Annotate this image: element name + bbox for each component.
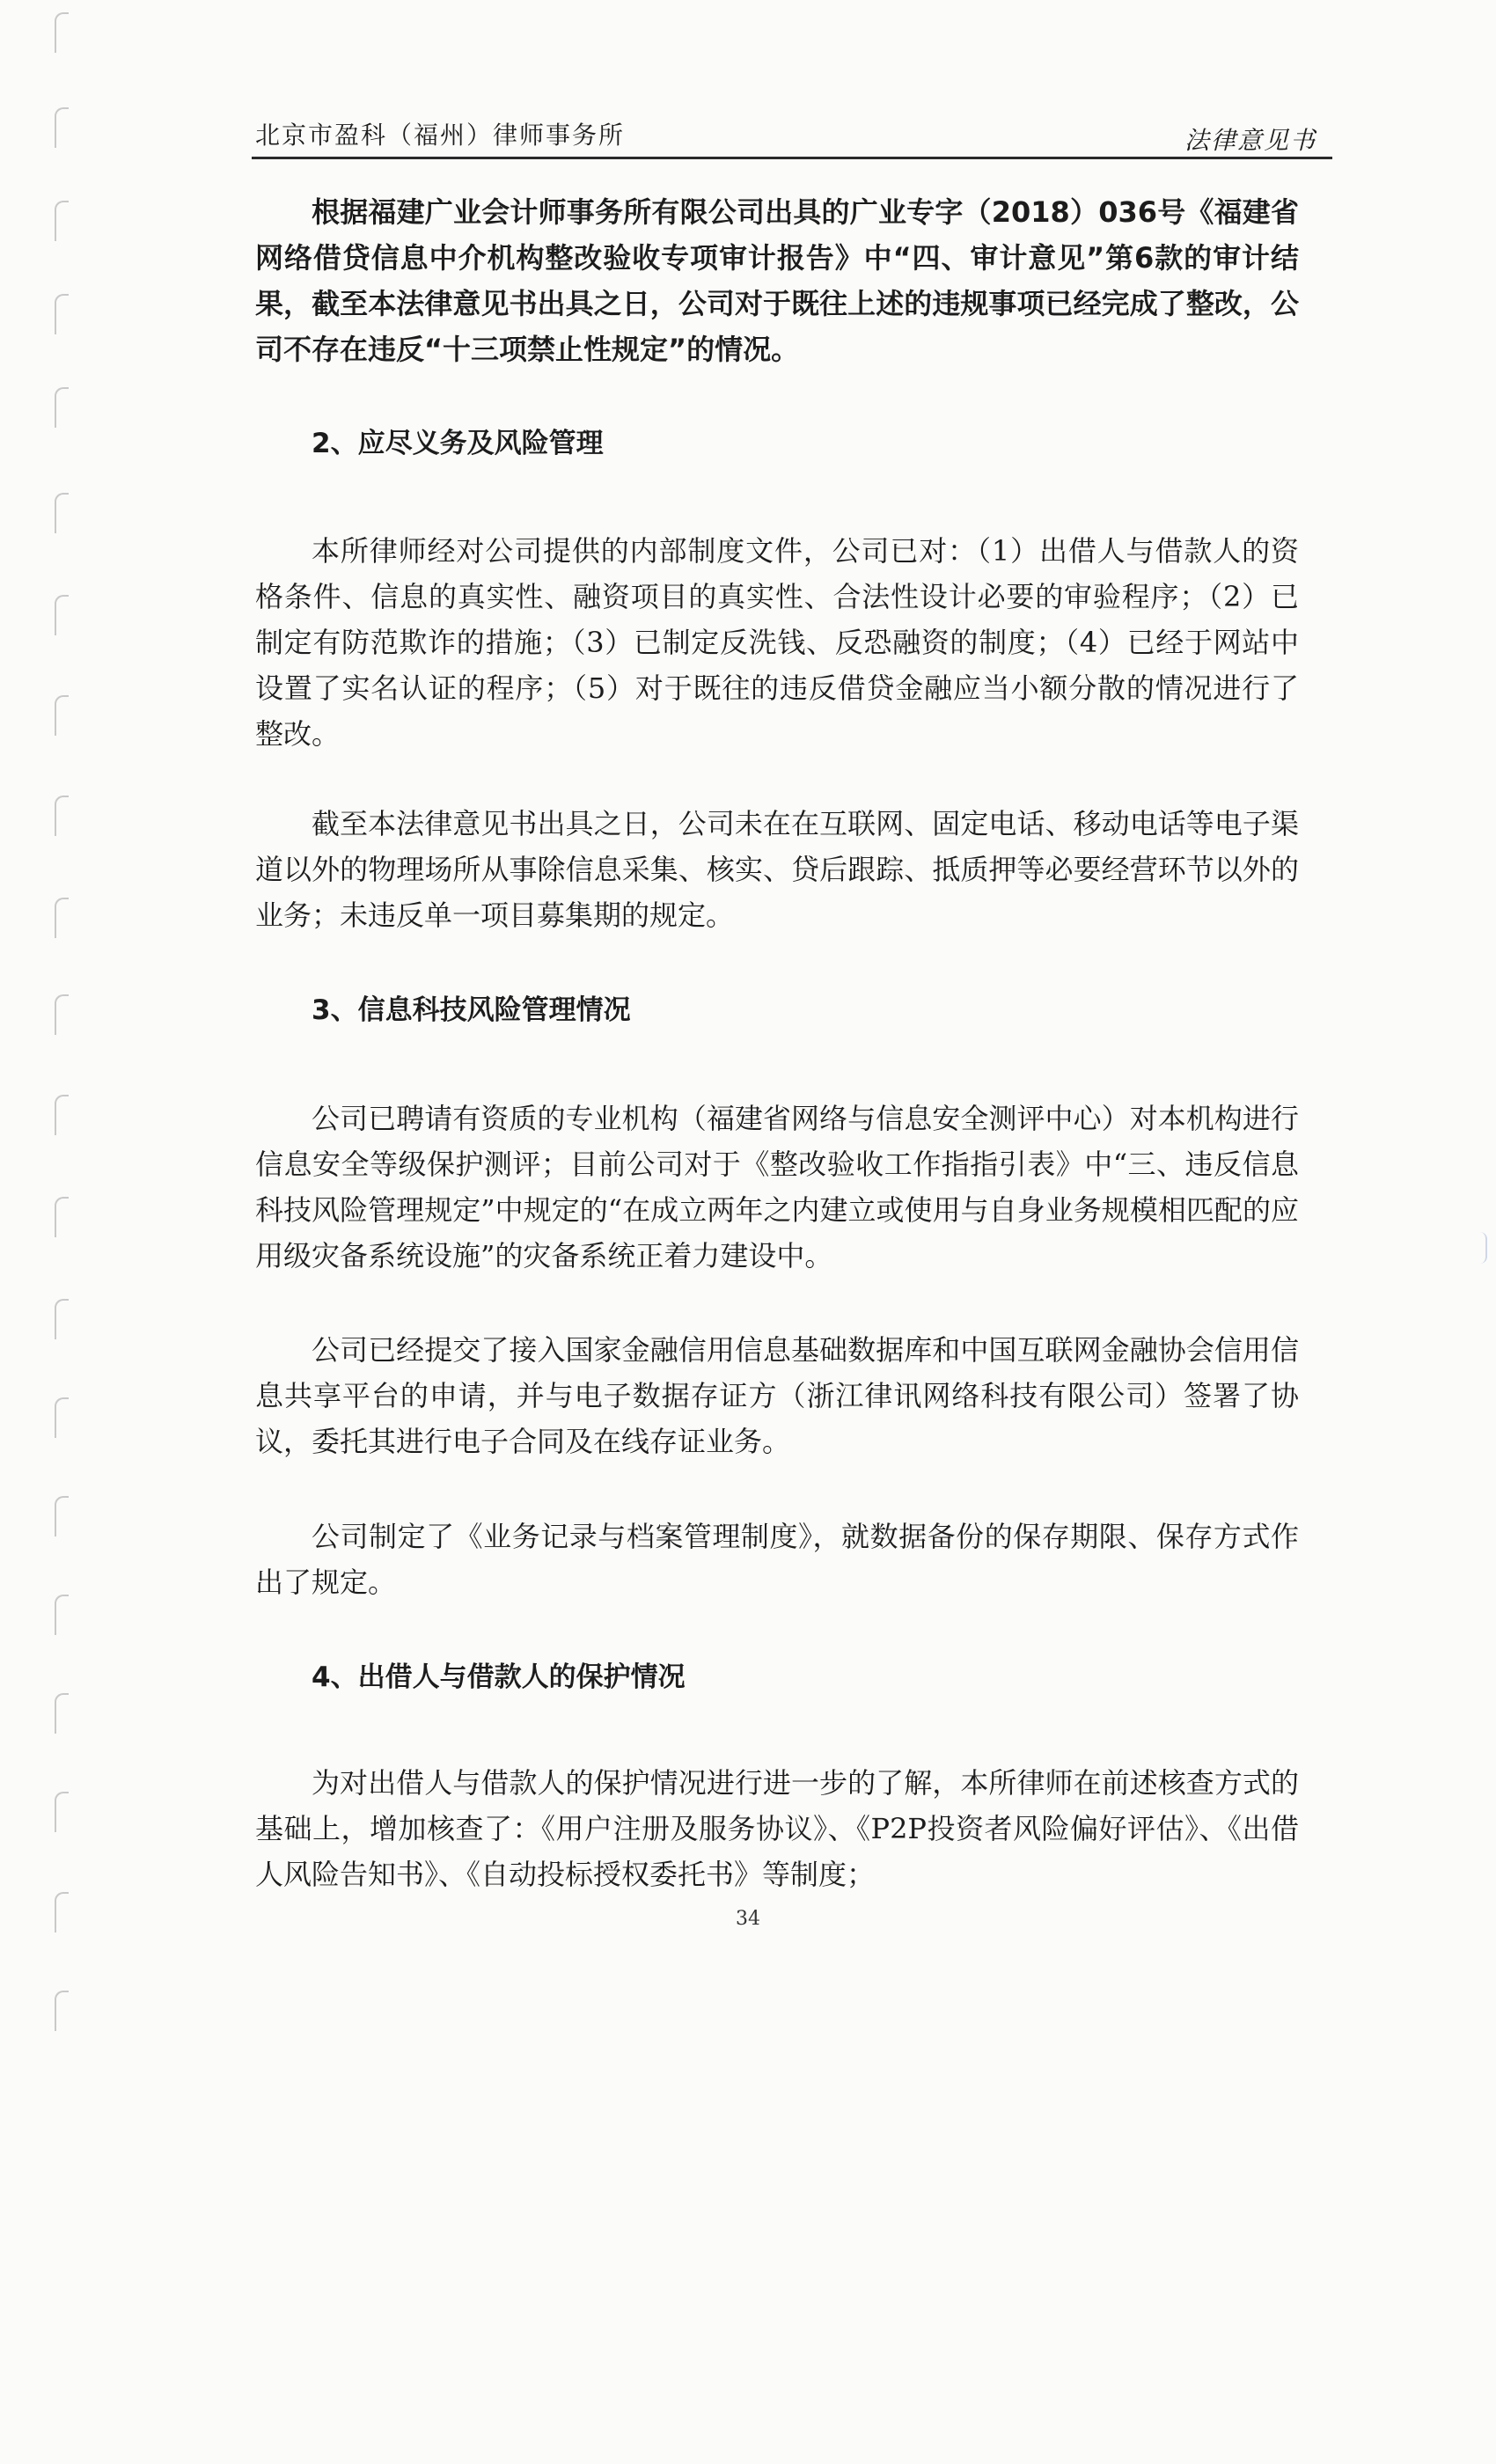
binding-hole	[55, 201, 69, 241]
binding-hole	[55, 1496, 69, 1536]
binding-hole	[55, 1595, 69, 1635]
paragraph-physical-sites: 截至本法律意见书出具之日，公司未在在互联网、固定电话、移动电话等电子渠道以外的物理场所从事除信息采集、核实、贷后跟踪、抵质押等必要经营环节以外的业务；未违反单一项目募集期的规定。	[255, 807, 1299, 932]
section-heading-4: 4、出借人与借款人的保护情况	[312, 1661, 686, 1693]
paragraph-security-assessment: 公司已聘请有资质的专业机构（福建省网络与信息安全测评中心）对本机构进行信息安全等级保护测评；目前公司对于《整改验收工作指指引表》中“三、违反信息科技风险管理规定”中规定的“在成立两年之内建立或使用与自身业务规模相匹配的应用级灾备系统设施”的灾备系统正着力建设中。	[255, 1102, 1299, 1272]
binding-hole	[55, 1792, 69, 1832]
paragraph-protection-review: 为对出借人与借款人的保护情况进行进一步的了解，本所律师在前述核查方式的基础上，增加核查了：《用户注册及服务协议》、《P2P投资者风险偏好评估》、《出借人风险告知书》、《自动投标授权委托书》等制度；	[255, 1766, 1299, 1891]
binding-hole	[55, 898, 69, 938]
binding-hole	[55, 1397, 69, 1438]
header-firm-name: 北京市盈科（福州）律师事务所	[255, 121, 626, 150]
paragraph-audit-result: 根据福建广业会计师事务所有限公司出具的广业专字（2018）036号《福建省网络借贷信息中介机构整改验收专项审计报告》中“四、审计意见”第6款的审计结果，截至本法律意见书出具之日，公司对于既往上述的违规事项已经完成了整改，公司不存在违反“十三项禁止性规定”的情况。	[255, 195, 1299, 366]
binding-holes	[51, 0, 77, 2112]
binding-hole	[55, 1991, 69, 2031]
binding-hole	[55, 107, 69, 148]
paragraph-credit-database: 公司已经提交了接入国家金融信用信息基础数据库和中国互联网金融协会信用信息共享平台的申请，并与电子数据存证方（浙江律讯网络科技有限公司）签署了协议，委托其进行电子合同及在线存证业务。	[255, 1333, 1299, 1458]
header-doc-type: 法律意见书	[1184, 126, 1316, 155]
paragraph-obligations: 本所律师经对公司提供的内部制度文件，公司已对：（1）出借人与借款人的资格条件、信息的真实性、融资项目的真实性、合法性设计必要的审验程序；（2）已制定有防范欺诈的措施；（3）已制定反洗钱、反恐融资的制度；（4）已经于网站中设置了实名认证的程序；（5）对于既往的违反借贷金融应当小额分散的情况进行了整改。	[255, 534, 1299, 751]
binding-hole	[55, 595, 69, 635]
binding-hole	[55, 695, 69, 736]
page-number: 34	[736, 1908, 760, 1930]
section-heading-3: 3、信息科技风险管理情况	[312, 994, 631, 1026]
section-heading-2: 2、应尽义务及风险管理	[312, 428, 604, 459]
binding-hole	[55, 12, 69, 53]
binding-hole	[55, 493, 69, 533]
binding-hole	[55, 1197, 69, 1237]
paragraph-records-policy: 公司制定了《业务记录与档案管理制度》，就数据备份的保存期限、保存方式作出了规定。	[255, 1520, 1299, 1599]
page-header	[252, 113, 1332, 159]
binding-hole	[55, 1095, 69, 1135]
binding-hole	[55, 387, 69, 428]
scan-edge-mark	[1480, 1232, 1487, 1264]
binding-hole	[55, 994, 69, 1035]
binding-hole	[55, 796, 69, 836]
binding-hole	[55, 1693, 69, 1734]
binding-hole	[55, 294, 69, 334]
binding-hole	[55, 1299, 69, 1339]
